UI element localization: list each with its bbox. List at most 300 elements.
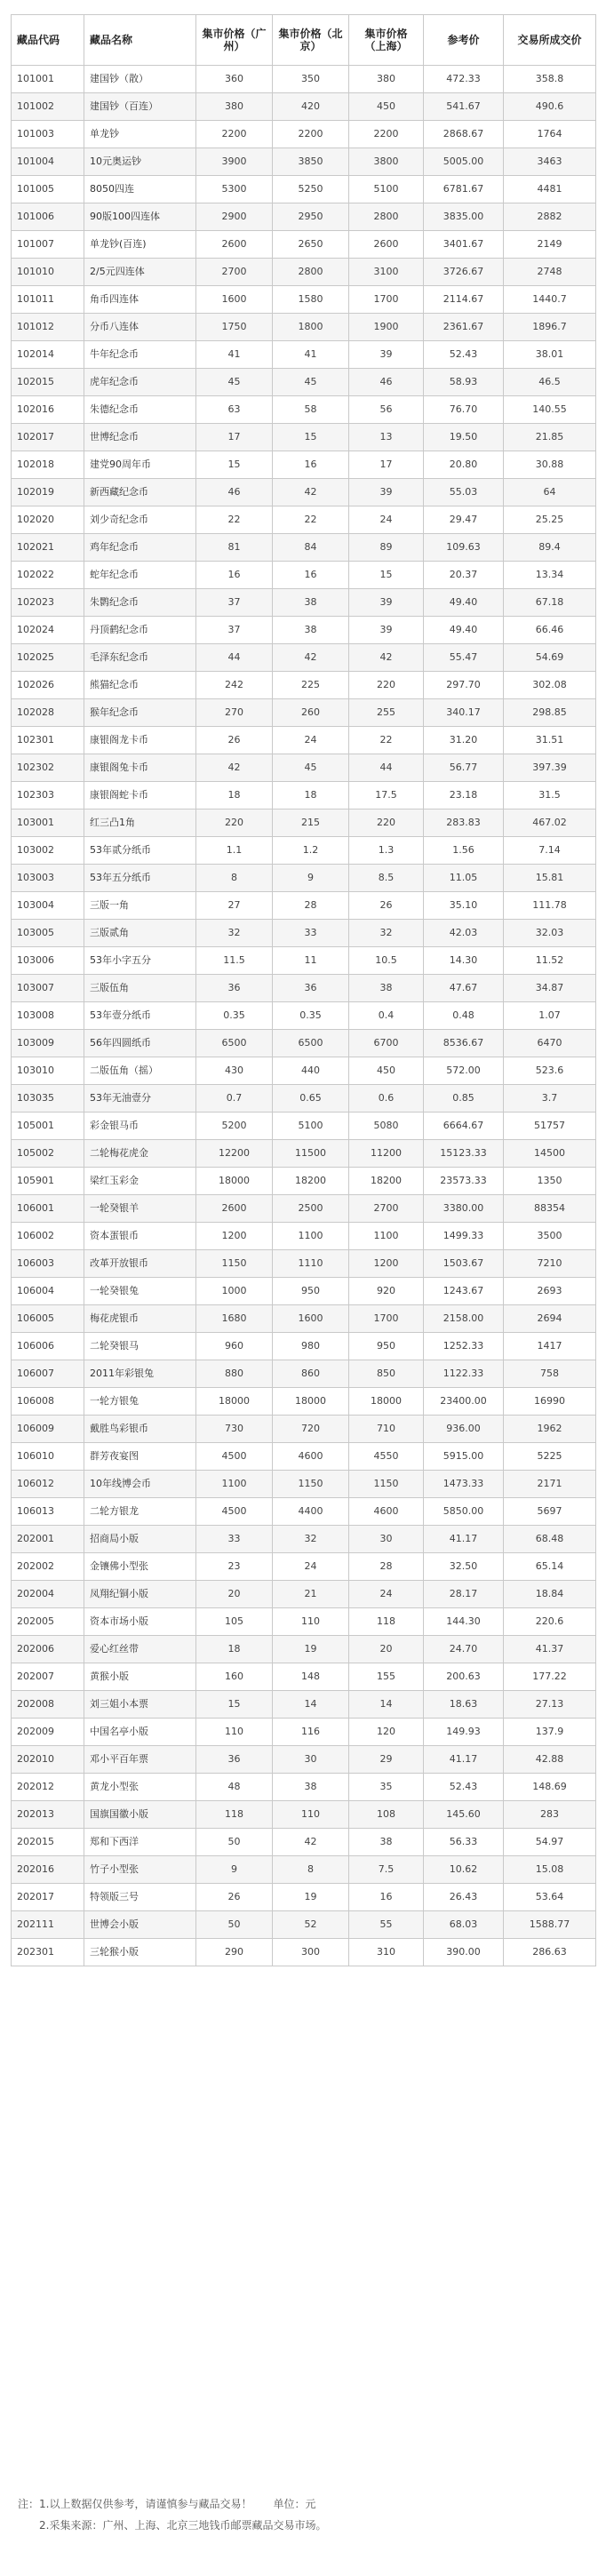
cell-name: 红三凸1角 — [84, 809, 196, 837]
cell-sh-price: 220 — [349, 809, 424, 837]
cell-trade-price: 54.97 — [504, 1829, 596, 1856]
cell-trade-price: 18.84 — [504, 1581, 596, 1608]
cell-name: 牛年纪念币 — [84, 341, 196, 369]
cell-trade-price: 38.01 — [504, 341, 596, 369]
cell-ref-price: 0.48 — [424, 1002, 504, 1030]
cell-sh-price: 380 — [349, 66, 424, 93]
cell-trade-price: 32.03 — [504, 920, 596, 947]
cell-name: 10元奥运钞 — [84, 148, 196, 176]
cell-code: 106005 — [12, 1305, 84, 1333]
cell-trade-price: 31.51 — [504, 727, 596, 754]
cell-bj-price: 9 — [273, 865, 349, 892]
cell-trade-price: 25.25 — [504, 506, 596, 534]
cell-ref-price: 144.30 — [424, 1608, 504, 1636]
cell-bj-price: 260 — [273, 699, 349, 727]
table-row — [12, 1884, 596, 1911]
cell-bj-price: 440 — [273, 1057, 349, 1085]
cell-code: 106008 — [12, 1388, 84, 1416]
table-row — [12, 1443, 596, 1471]
cell-name: 单龙钞 — [84, 121, 196, 148]
cell-gz-price: 18 — [196, 782, 273, 809]
cell-ref-price: 24.70 — [424, 1636, 504, 1663]
cell-gz-price: 16 — [196, 562, 273, 589]
cell-name: 梅花虎银币 — [84, 1305, 196, 1333]
cell-name: 特领版三号 — [84, 1884, 196, 1911]
cell-gz-price: 880 — [196, 1360, 273, 1388]
table-body — [12, 66, 596, 1966]
cell-trade-price: 46.5 — [504, 369, 596, 396]
cell-sh-price: 30 — [349, 1526, 424, 1553]
cell-gz-price: 730 — [196, 1416, 273, 1443]
cell-code: 102019 — [12, 479, 84, 506]
cell-trade-price: 41.37 — [504, 1636, 596, 1663]
cell-code: 105001 — [12, 1113, 84, 1140]
cell-name: 角币四连体 — [84, 286, 196, 314]
cell-sh-price: 710 — [349, 1416, 424, 1443]
cell-trade-price: 64 — [504, 479, 596, 506]
cell-sh-price: 18000 — [349, 1388, 424, 1416]
cell-trade-price: 7210 — [504, 1250, 596, 1278]
cell-trade-price: 1350 — [504, 1168, 596, 1195]
table-row — [12, 259, 596, 286]
cell-ref-price: 6781.67 — [424, 176, 504, 203]
cell-gz-price: 380 — [196, 93, 273, 121]
cell-name: 2/5元四连体 — [84, 259, 196, 286]
cell-trade-price: 298.85 — [504, 699, 596, 727]
cell-bj-price: 1110 — [273, 1250, 349, 1278]
cell-sh-price: 1.3 — [349, 837, 424, 865]
cell-code: 101005 — [12, 176, 84, 203]
cell-sh-price: 26 — [349, 892, 424, 920]
cell-ref-price: 19.50 — [424, 424, 504, 451]
cell-gz-price: 1600 — [196, 286, 273, 314]
cell-code: 101004 — [12, 148, 84, 176]
cell-bj-price: 950 — [273, 1278, 349, 1305]
table-row — [12, 562, 596, 589]
cell-ref-price: 28.17 — [424, 1581, 504, 1608]
cell-ref-price: 29.47 — [424, 506, 504, 534]
cell-trade-price: 1417 — [504, 1333, 596, 1360]
cell-name: 53年壹分纸币 — [84, 1002, 196, 1030]
cell-code: 101012 — [12, 314, 84, 341]
cell-sh-price: 15 — [349, 562, 424, 589]
cell-bj-price: 16 — [273, 562, 349, 589]
cell-trade-price: 3463 — [504, 148, 596, 176]
cell-bj-price: 4600 — [273, 1443, 349, 1471]
cell-ref-price: 1122.33 — [424, 1360, 504, 1388]
cell-gz-price: 27 — [196, 892, 273, 920]
table-row — [12, 1774, 596, 1801]
cell-code: 101011 — [12, 286, 84, 314]
cell-bj-price: 38 — [273, 617, 349, 644]
cell-trade-price: 1896.7 — [504, 314, 596, 341]
cell-name: 邓小平百年票 — [84, 1746, 196, 1774]
cell-trade-price: 220.6 — [504, 1608, 596, 1636]
cell-gz-price: 11.5 — [196, 947, 273, 975]
cell-bj-price: 8 — [273, 1856, 349, 1884]
table-row — [12, 451, 596, 479]
cell-ref-price: 0.85 — [424, 1085, 504, 1113]
cell-ref-price: 6664.67 — [424, 1113, 504, 1140]
cell-code: 106001 — [12, 1195, 84, 1223]
cell-sh-price: 35 — [349, 1774, 424, 1801]
cell-ref-price: 200.63 — [424, 1663, 504, 1691]
cell-name: 金镶佛小型张 — [84, 1553, 196, 1581]
table-row — [12, 754, 596, 782]
cell-ref-price: 31.20 — [424, 727, 504, 754]
cell-ref-price: 5915.00 — [424, 1443, 504, 1471]
cell-name: 丹顶鹤纪念币 — [84, 617, 196, 644]
table-row — [12, 231, 596, 259]
cell-sh-price: 0.4 — [349, 1002, 424, 1030]
cell-sh-price: 2600 — [349, 231, 424, 259]
cell-trade-price: 15.08 — [504, 1856, 596, 1884]
cell-ref-price: 8536.67 — [424, 1030, 504, 1057]
cell-sh-price: 850 — [349, 1360, 424, 1388]
cell-bj-price: 420 — [273, 93, 349, 121]
cell-ref-price: 42.03 — [424, 920, 504, 947]
cell-gz-price: 9 — [196, 1856, 273, 1884]
cell-gz-price: 12200 — [196, 1140, 273, 1168]
cell-code: 106007 — [12, 1360, 84, 1388]
cell-sh-price: 18200 — [349, 1168, 424, 1195]
cell-bj-price: 2650 — [273, 231, 349, 259]
cell-bj-price: 58 — [273, 396, 349, 424]
cell-ref-price: 11.05 — [424, 865, 504, 892]
cell-gz-price: 290 — [196, 1939, 273, 1966]
cell-sh-price: 1200 — [349, 1250, 424, 1278]
cell-ref-price: 49.40 — [424, 617, 504, 644]
cell-code: 102022 — [12, 562, 84, 589]
cell-gz-price: 2600 — [196, 231, 273, 259]
cell-name: 二版伍角（摇） — [84, 1057, 196, 1085]
cell-name: 一轮癸银羊 — [84, 1195, 196, 1223]
cell-sh-price: 450 — [349, 93, 424, 121]
cell-sh-price: 108 — [349, 1801, 424, 1829]
cell-gz-price: 360 — [196, 66, 273, 93]
cell-gz-price: 18000 — [196, 1388, 273, 1416]
cell-trade-price: 7.14 — [504, 837, 596, 865]
cell-ref-price: 390.00 — [424, 1939, 504, 1966]
cell-sh-price: 32 — [349, 920, 424, 947]
cell-sh-price: 11200 — [349, 1140, 424, 1168]
cell-gz-price: 18 — [196, 1636, 273, 1663]
cell-trade-price: 66.46 — [504, 617, 596, 644]
cell-ref-price: 41.17 — [424, 1526, 504, 1553]
cell-name: 康银阁龙卡币 — [84, 727, 196, 754]
cell-bj-price: 5100 — [273, 1113, 349, 1140]
cell-trade-price: 11.52 — [504, 947, 596, 975]
cell-sh-price: 0.6 — [349, 1085, 424, 1113]
header-ref-price: 参考价 — [424, 15, 504, 66]
table-row — [12, 369, 596, 396]
cell-code: 102025 — [12, 644, 84, 672]
cell-trade-price: 14500 — [504, 1140, 596, 1168]
cell-code: 106004 — [12, 1278, 84, 1305]
cell-sh-price: 155 — [349, 1663, 424, 1691]
cell-bj-price: 1100 — [273, 1223, 349, 1250]
cell-name: 中国名亭小版 — [84, 1719, 196, 1746]
cell-trade-price: 15.81 — [504, 865, 596, 892]
cell-ref-price: 52.43 — [424, 1774, 504, 1801]
table-row — [12, 93, 596, 121]
table-row — [12, 1746, 596, 1774]
cell-gz-price: 63 — [196, 396, 273, 424]
cell-bj-price: 0.65 — [273, 1085, 349, 1113]
cell-gz-price: 5200 — [196, 1113, 273, 1140]
cell-ref-price: 41.17 — [424, 1746, 504, 1774]
cell-code: 106012 — [12, 1471, 84, 1498]
cell-ref-price: 572.00 — [424, 1057, 504, 1085]
cell-trade-price: 148.69 — [504, 1774, 596, 1801]
cell-ref-price: 23.18 — [424, 782, 504, 809]
cell-gz-price: 45 — [196, 369, 273, 396]
cell-sh-price: 24 — [349, 506, 424, 534]
cell-trade-price: 88354 — [504, 1195, 596, 1223]
cell-trade-price: 51757 — [504, 1113, 596, 1140]
cell-sh-price: 13 — [349, 424, 424, 451]
cell-code: 102024 — [12, 617, 84, 644]
cell-gz-price: 242 — [196, 672, 273, 699]
cell-name: 招商局小版 — [84, 1526, 196, 1553]
table-row — [12, 892, 596, 920]
table-row — [12, 66, 596, 93]
cell-name: 梁红玉彩金 — [84, 1168, 196, 1195]
table-row — [12, 314, 596, 341]
cell-sh-price: 1150 — [349, 1471, 424, 1498]
cell-trade-price: 1764 — [504, 121, 596, 148]
cell-gz-price: 1150 — [196, 1250, 273, 1278]
cell-code: 202001 — [12, 1526, 84, 1553]
cell-name: 53年贰分纸币 — [84, 837, 196, 865]
cell-sh-price: 22 — [349, 727, 424, 754]
cell-sh-price: 14 — [349, 1691, 424, 1719]
cell-ref-price: 3401.67 — [424, 231, 504, 259]
cell-sh-price: 5080 — [349, 1113, 424, 1140]
cell-bj-price: 300 — [273, 1939, 349, 1966]
cell-bj-price: 24 — [273, 727, 349, 754]
cell-sh-price: 220 — [349, 672, 424, 699]
cell-code: 103007 — [12, 975, 84, 1002]
table-row — [12, 148, 596, 176]
table-row — [12, 396, 596, 424]
cell-code: 105901 — [12, 1168, 84, 1195]
table-row — [12, 975, 596, 1002]
cell-ref-price: 10.62 — [424, 1856, 504, 1884]
cell-bj-price: 215 — [273, 809, 349, 837]
cell-gz-price: 22 — [196, 506, 273, 534]
cell-gz-price: 160 — [196, 1663, 273, 1691]
cell-name: 黄猴小版 — [84, 1663, 196, 1691]
cell-sh-price: 10.5 — [349, 947, 424, 975]
cell-name: 资本市场小版 — [84, 1608, 196, 1636]
cell-gz-price: 41 — [196, 341, 273, 369]
cell-name: 三版贰角 — [84, 920, 196, 947]
cell-bj-price: 6500 — [273, 1030, 349, 1057]
cell-gz-price: 32 — [196, 920, 273, 947]
cell-trade-price: 467.02 — [504, 809, 596, 837]
cell-code: 102015 — [12, 369, 84, 396]
cell-sh-price: 46 — [349, 369, 424, 396]
cell-ref-price: 149.93 — [424, 1719, 504, 1746]
cell-name: 三轮猴小版 — [84, 1939, 196, 1966]
cell-ref-price: 472.33 — [424, 66, 504, 93]
cell-name: 康银阁兔卡币 — [84, 754, 196, 782]
cell-gz-price: 110 — [196, 1719, 273, 1746]
cell-code: 106003 — [12, 1250, 84, 1278]
cell-name: 朱鹮纪念币 — [84, 589, 196, 617]
cell-bj-price: 22 — [273, 506, 349, 534]
cell-bj-price: 38 — [273, 589, 349, 617]
table-row — [12, 809, 596, 837]
cell-code: 102020 — [12, 506, 84, 534]
table-row — [12, 424, 596, 451]
cell-name: 分币八连体 — [84, 314, 196, 341]
cell-trade-price: 30.88 — [504, 451, 596, 479]
cell-code: 103005 — [12, 920, 84, 947]
cell-code: 102014 — [12, 341, 84, 369]
cell-sh-price: 39 — [349, 479, 424, 506]
cell-gz-price: 48 — [196, 1774, 273, 1801]
cell-code: 103003 — [12, 865, 84, 892]
cell-name: 康银阁蛇卡币 — [84, 782, 196, 809]
cell-bj-price: 41 — [273, 341, 349, 369]
cell-ref-price: 1499.33 — [424, 1223, 504, 1250]
cell-trade-price: 177.22 — [504, 1663, 596, 1691]
cell-trade-price: 2693 — [504, 1278, 596, 1305]
table-row — [12, 1333, 596, 1360]
cell-code: 102021 — [12, 534, 84, 562]
cell-trade-price: 111.78 — [504, 892, 596, 920]
table-row — [12, 1250, 596, 1278]
cell-code: 106013 — [12, 1498, 84, 1526]
cell-ref-price: 1243.67 — [424, 1278, 504, 1305]
cell-gz-price: 2700 — [196, 259, 273, 286]
table-row — [12, 1471, 596, 1498]
table-row — [12, 782, 596, 809]
cell-name: 熊猫纪念币 — [84, 672, 196, 699]
cell-sh-price: 2800 — [349, 203, 424, 231]
cell-code: 102026 — [12, 672, 84, 699]
cell-code: 102303 — [12, 782, 84, 809]
cell-name: 2011年彩银兔 — [84, 1360, 196, 1388]
table-row — [12, 699, 596, 727]
cell-gz-price: 50 — [196, 1911, 273, 1939]
cell-trade-price: 89.4 — [504, 534, 596, 562]
cell-sh-price: 2200 — [349, 121, 424, 148]
header-name: 藏品名称 — [84, 15, 196, 66]
cell-ref-price: 55.03 — [424, 479, 504, 506]
cell-trade-price: 397.39 — [504, 754, 596, 782]
cell-sh-price: 42 — [349, 644, 424, 672]
cell-sh-price: 17.5 — [349, 782, 424, 809]
table-row — [12, 1801, 596, 1829]
cell-sh-price: 20 — [349, 1636, 424, 1663]
cell-sh-price: 1700 — [349, 1305, 424, 1333]
cell-name: 二轮梅花虎金 — [84, 1140, 196, 1168]
cell-name: 建国钞（百连） — [84, 93, 196, 121]
table-row — [12, 920, 596, 947]
cell-code: 102302 — [12, 754, 84, 782]
price-table — [11, 14, 596, 1966]
cell-code: 101006 — [12, 203, 84, 231]
cell-bj-price: 1600 — [273, 1305, 349, 1333]
cell-ref-price: 3835.00 — [424, 203, 504, 231]
cell-ref-price: 5850.00 — [424, 1498, 504, 1526]
cell-gz-price: 6500 — [196, 1030, 273, 1057]
cell-code: 202005 — [12, 1608, 84, 1636]
cell-ref-price: 15123.33 — [424, 1140, 504, 1168]
cell-name: 刘少奇纪念币 — [84, 506, 196, 534]
cell-trade-price: 302.08 — [504, 672, 596, 699]
cell-name: 一轮癸银兔 — [84, 1278, 196, 1305]
cell-ref-price: 3726.67 — [424, 259, 504, 286]
cell-ref-price: 1.56 — [424, 837, 504, 865]
table-row — [12, 672, 596, 699]
table-row — [12, 1140, 596, 1168]
cell-trade-price: 137.9 — [504, 1719, 596, 1746]
cell-sh-price: 28 — [349, 1553, 424, 1581]
cell-bj-price: 225 — [273, 672, 349, 699]
header-sh-price: 集市价格（上海） — [349, 15, 424, 66]
cell-trade-price: 6470 — [504, 1030, 596, 1057]
cell-code: 202006 — [12, 1636, 84, 1663]
cell-code: 106006 — [12, 1333, 84, 1360]
cell-sh-price: 950 — [349, 1333, 424, 1360]
cell-code: 202017 — [12, 1884, 84, 1911]
cell-sh-price: 310 — [349, 1939, 424, 1966]
cell-trade-price: 3500 — [504, 1223, 596, 1250]
cell-code: 202111 — [12, 1911, 84, 1939]
cell-trade-price: 1440.7 — [504, 286, 596, 314]
cell-ref-price: 20.37 — [424, 562, 504, 589]
table-row — [12, 341, 596, 369]
cell-trade-price: 283 — [504, 1801, 596, 1829]
cell-trade-price: 16990 — [504, 1388, 596, 1416]
cell-trade-price: 1.07 — [504, 1002, 596, 1030]
cell-name: 蛇年纪念币 — [84, 562, 196, 589]
table-row — [12, 1829, 596, 1856]
cell-gz-price: 1000 — [196, 1278, 273, 1305]
cell-sh-price: 39 — [349, 617, 424, 644]
cell-gz-price: 2600 — [196, 1195, 273, 1223]
cell-bj-price: 2950 — [273, 203, 349, 231]
table-row — [12, 286, 596, 314]
table-row — [12, 534, 596, 562]
cell-code: 102028 — [12, 699, 84, 727]
cell-code: 103002 — [12, 837, 84, 865]
cell-trade-price: 65.14 — [504, 1553, 596, 1581]
cell-code: 102016 — [12, 396, 84, 424]
cell-sh-price: 1900 — [349, 314, 424, 341]
cell-ref-price: 56.33 — [424, 1829, 504, 1856]
cell-ref-price: 5005.00 — [424, 148, 504, 176]
cell-code: 202301 — [12, 1939, 84, 1966]
cell-trade-price: 42.88 — [504, 1746, 596, 1774]
cell-sh-price: 6700 — [349, 1030, 424, 1057]
cell-sh-price: 55 — [349, 1911, 424, 1939]
cell-name: 二轮癸银马 — [84, 1333, 196, 1360]
cell-gz-price: 81 — [196, 534, 273, 562]
table-row — [12, 1305, 596, 1333]
table-row — [12, 479, 596, 506]
cell-bj-price: 2800 — [273, 259, 349, 286]
cell-sh-price: 8.5 — [349, 865, 424, 892]
cell-code: 101007 — [12, 231, 84, 259]
cell-trade-price: 2694 — [504, 1305, 596, 1333]
table-row — [12, 1278, 596, 1305]
cell-gz-price: 4500 — [196, 1498, 273, 1526]
